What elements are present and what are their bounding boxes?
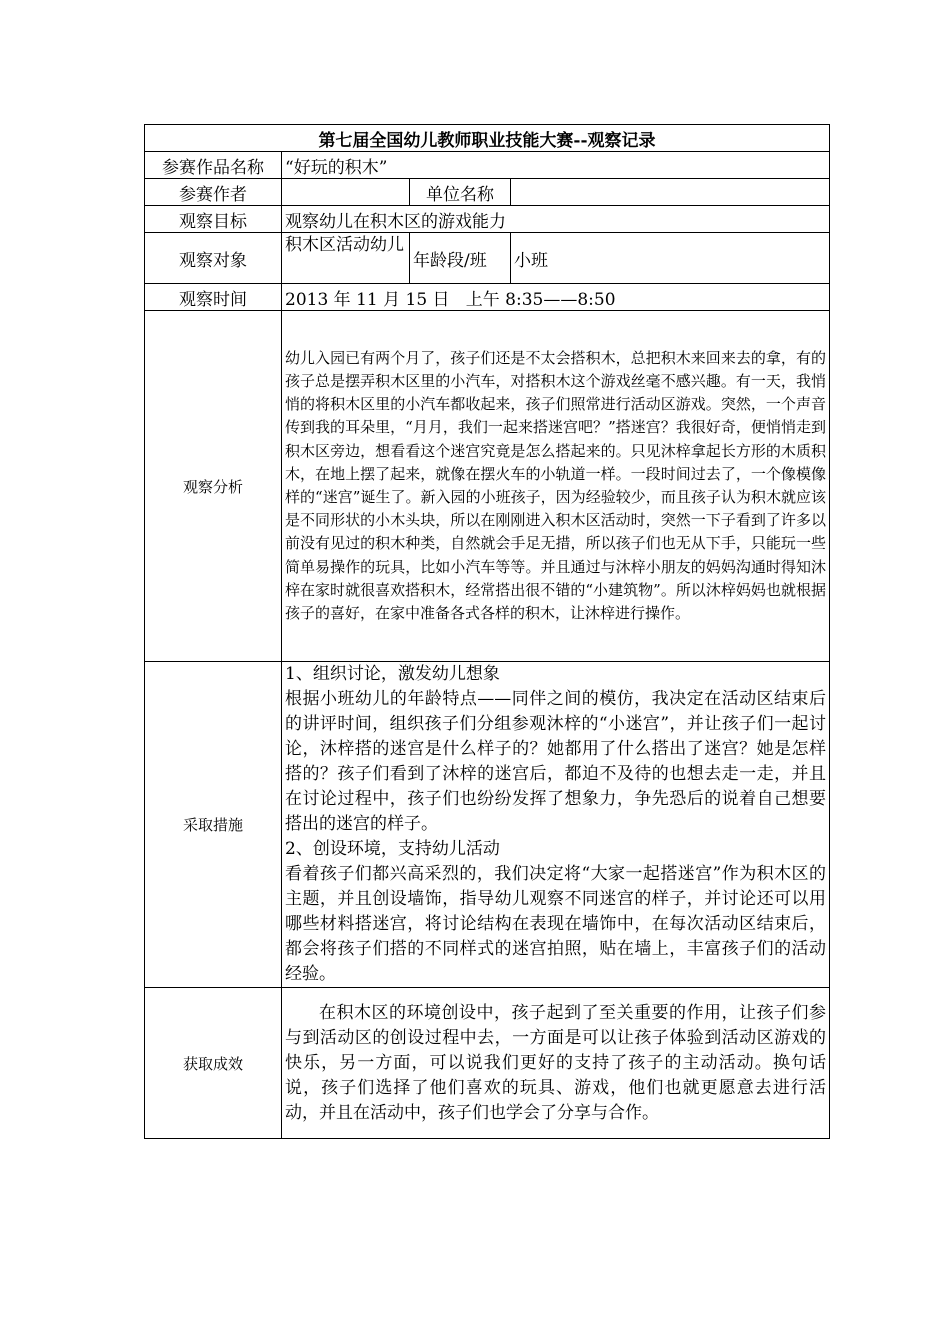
- age-value: 小班: [511, 233, 830, 284]
- author-row: [145, 179, 830, 206]
- measure-paragraph-2: 看着孩子们都兴高采烈的，我们决定将“大家一起搭迷宫”作为积木区的主题，并且创设墙饰，指导幼儿观察不同迷宫的样子，并讨论还可以用哪些材料搭迷宫，将讨论结构在表现在墙饰中，在每次活动区结束后，都会将孩子们搭的不同样式的迷宫拍照，贴在墙上，丰富孩子们的活动经验。: [285, 864, 826, 984]
- subject-label: 观察对象: [145, 233, 282, 284]
- measures-row: [145, 662, 830, 988]
- subject-row: [145, 233, 830, 284]
- measures-label: 采取措施: [145, 662, 282, 988]
- analysis-text: 幼儿入园已有两个月了，孩子们还是不太会搭积木，总把积木来回来去的拿，有的孩子总是摆弄积木区里的小汽车，对搭积木这个游戏丝毫不感兴趣。有一天，我悄悄的将积木区里的小汽车都收起来，孩子们照常进行活动区游戏。突然，一个声音传到我的耳朵里，“月月，我们一起来搭迷宫吧？”搭迷宫？我很好奇，便悄悄走到积木区旁边，想看看这个迷宫究竟是怎么搭起来的。只见沐梓拿起长方形的木质积木，在地上摆了起来，就像在摆火车的小轨道一样。一段时间过去了，一个像模像样的“迷宫”诞生了。新入园的小班孩子，因为经验较少，而且孩子认为积木就应该是不同形状的小木头块，所以在刚刚进入积木区活动时，突然一下子看到了许多以前没有见过的积木种类，自然就会手足无措，所以孩子们也无从下手，只能玩一些简单易操作的玩具，比如小汽车等等。并且通过与沐梓小朋友的妈妈沟通时得知沐梓在家时就很喜欢搭积木，经常搭出很不错的“小建筑物”。所以沐梓妈妈也就根据孩子的喜好，在家中准备各式各样的积木，让沐梓进行操作。: [282, 311, 830, 662]
- time-value: 2013 年 11 月 15 日 上午 8:35——8:50: [282, 284, 830, 311]
- author-value: [282, 179, 410, 206]
- subject-value: 积木区活动幼儿: [282, 233, 410, 284]
- work-name-label: 参赛作品名称: [145, 152, 282, 179]
- author-label: 参赛作者: [145, 179, 282, 206]
- analysis-row: [145, 311, 830, 662]
- measure-heading-1: 1、组织讨论，激发幼儿想象: [285, 664, 500, 684]
- analysis-label: 观察分析: [145, 311, 282, 662]
- observation-record-sheet: [144, 124, 829, 1139]
- goal-row: [145, 206, 830, 233]
- results-label: 获取成效: [145, 988, 282, 1139]
- age-label: 年龄段/班: [410, 233, 511, 284]
- results-text: 在积木区的环境创设中，孩子起到了至关重要的作用，让孩子们参与到活动区的创设过程中去，一方面是可以让孩子体验到活动区游戏的快乐，另一方面，可以说我们更好的支持了孩子的主动活动。换句话说，孩子们选择了他们喜欢的玩具、游戏，他们也就更愿意去进行活动，并且在活动中，孩子们也学会了分享与合作。: [285, 1002, 826, 1123]
- time-row: [145, 284, 830, 311]
- work-name-value: “好玩的积木”: [282, 152, 830, 179]
- observation-table: [144, 124, 830, 1139]
- title-row: [145, 125, 830, 152]
- results-row: [145, 988, 830, 1139]
- table-title: 第七届全国幼儿教师职业技能大赛--观察记录: [145, 125, 830, 152]
- measure-heading-2: 2、创设环境，支持幼儿活动: [285, 839, 500, 859]
- measures-content: [282, 662, 830, 988]
- unit-label: 单位名称: [410, 179, 511, 206]
- work-name-row: [145, 152, 830, 179]
- measure-paragraph-1: 根据小班幼儿的年龄特点——同伴之间的模仿，我决定在活动区结束后的讲评时间，组织孩子们分组参观沐梓的“小迷宫”，并让孩子们一起讨论，沐梓搭的迷宫是什么样子的？她都用了什么搭出了迷宫？她是怎样搭的？孩子们看到了沐梓的迷宫后，都迫不及待的也想去走一走，并且在讨论过程中，孩子们也纷纷发挥了想象力，争先恐后的说着自己想要搭出的迷宫的样子。: [285, 689, 826, 834]
- results-content: [282, 988, 830, 1139]
- time-label: 观察时间: [145, 284, 282, 311]
- goal-label: 观察目标: [145, 206, 282, 233]
- unit-value: [511, 179, 830, 206]
- goal-value: 观察幼儿在积木区的游戏能力: [282, 206, 830, 233]
